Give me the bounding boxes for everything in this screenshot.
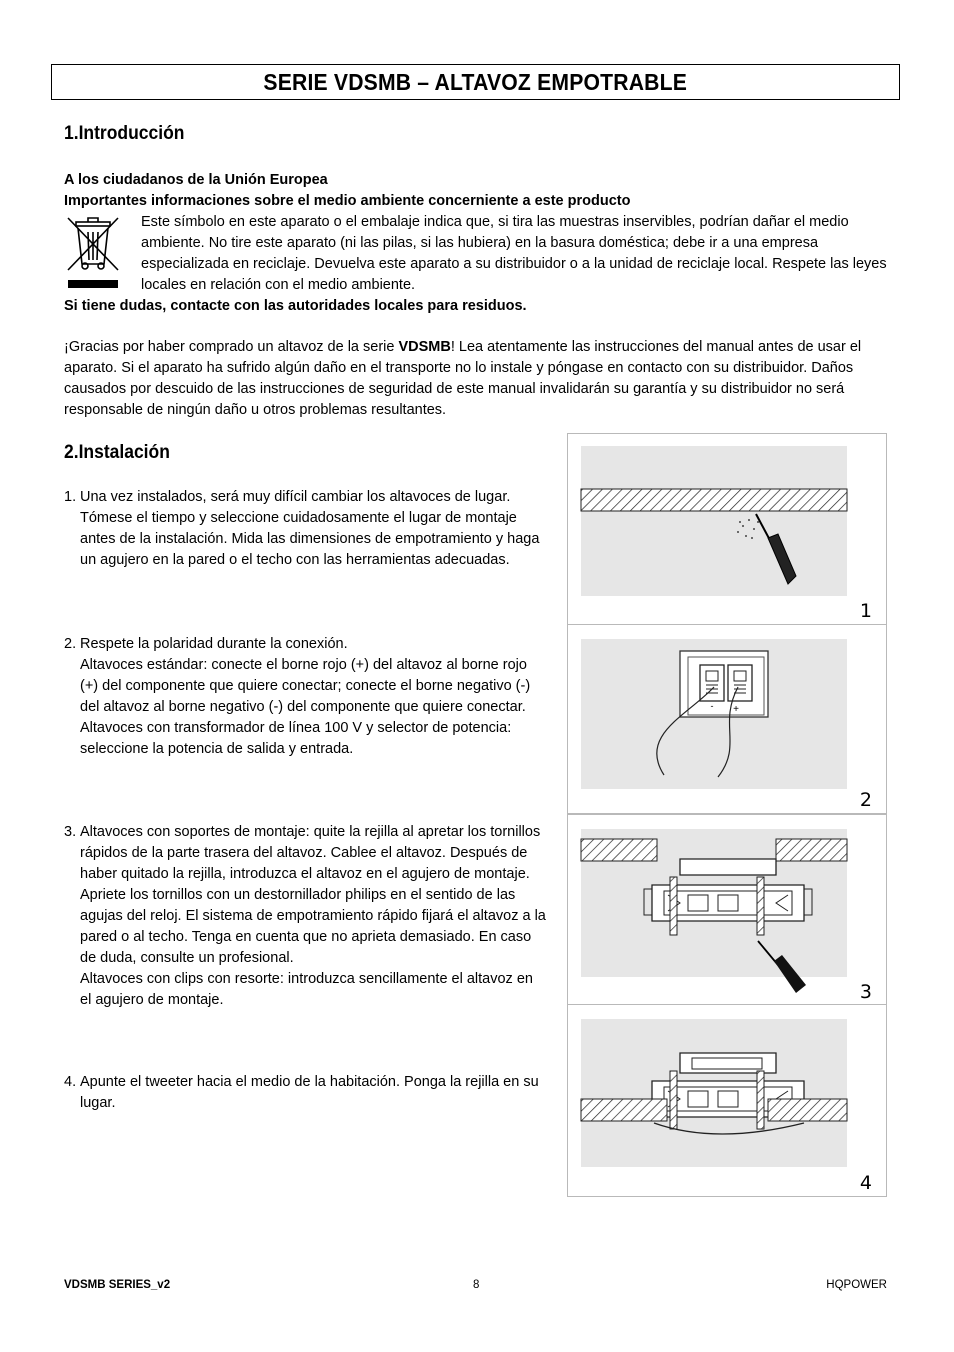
minus-sign: - bbox=[710, 701, 714, 711]
thanks-brand: VDSMB bbox=[398, 339, 451, 355]
figure-1 bbox=[567, 433, 887, 625]
footer-right: HQPOWER bbox=[826, 1279, 887, 1291]
figure-4-illustration bbox=[568, 1005, 888, 1198]
weee-text: Este símbolo en este aparato o el embalaje indica que, si tira las muestras inservibles, podrían dañar el medio ambiente. No tire este aparato (ni las pilas, si las hubiera) en la basura doméstica; debe ir a una empresa especializada en reciclaje. Devuelva este aparato a su distribuidor o a la unidad de reciclaje local. Respete las leyes locales en relación con el medio ambiente. bbox=[141, 214, 887, 293]
thanks-post: ! Lea atentamente las instrucciones del manual antes de usar el aparato. Si el aparato ha sufrido algún daño en el transporte no lo instale y póngase en contacto con su distribuidor. Daños causados por descuido de las instrucciones de seguridad de este manual invalidarán su garantía y su distribuidor no será responsable de ningún daño u otros problemas resultantes. bbox=[64, 339, 862, 418]
step-3-text-2: Altavoces con clips con resorte: introduzca sencillamente el altavoz en el agujero de montaje. bbox=[80, 971, 533, 1008]
plus-sign: + bbox=[733, 704, 739, 715]
eu-line-2: Importantes informaciones sobre el medio ambiente concerniente a este producto bbox=[64, 193, 631, 209]
step-4 bbox=[64, 1072, 546, 1114]
step-2-text: Respete la polaridad durante la conexión. bbox=[80, 636, 348, 652]
step-3-number: 3. bbox=[64, 824, 77, 840]
figure-1-label: 1 bbox=[859, 600, 872, 622]
step-3-text: Altavoces con soportes de montaje: quite la rejilla al apretar los tornillos rápidos de la parte trasera del altavoz. Cablee el altavoz. Después de haber quitado la rejilla, introduzca el altavoz en el agujero de montaje. Apriete los tornillos con un destornillador philips en el sentido de las agujas del reloj. El sistema de empotramiento rápido fijará el altavoz a la pared o al techo. Tenga en cuenta que no aprieta demasiado. En caso de duda, consulte un profesional. bbox=[80, 824, 546, 966]
step-1-text: Una vez instalados, será muy difícil cambiar los altavoces de lugar. Tómese el tiempo y seleccione cuidadosamente el lugar de montaje antes de la instalación. Mida las dimensiones de empotramiento y haga un agujero en la pared o el techo con las herramientas adecuadas. bbox=[80, 489, 540, 568]
figure-1-illustration bbox=[568, 434, 888, 626]
figure-2-illustration bbox=[568, 625, 888, 815]
title-box bbox=[51, 64, 900, 100]
figure-3-label: 3 bbox=[859, 981, 872, 1003]
eu-line-1: A los ciudadanos de la Unión Europea bbox=[64, 172, 328, 188]
weee-bin-icon bbox=[64, 214, 122, 292]
figure-2 bbox=[567, 624, 887, 814]
intro-heading: 1.Introducción bbox=[64, 123, 185, 144]
thanks-paragraph bbox=[64, 337, 890, 421]
step-4-text: Apunte el tweeter hacia el medio de la habitación. Ponga la rejilla en su lugar. bbox=[80, 1074, 539, 1111]
step-2-text-3: Altavoces con transformador de línea 100 V y selector de potencia: seleccione la potencia de salida y entrada. bbox=[80, 720, 512, 757]
weee-note: Si tiene dudas, contacte con las autoridades locales para residuos. bbox=[64, 298, 527, 314]
install-heading: 2.Instalación bbox=[64, 442, 170, 463]
thanks-pre: ¡Gracias por haber comprado un altavoz de la serie bbox=[64, 339, 399, 355]
figure-2-label: 2 bbox=[859, 789, 872, 811]
footer-left: VDSMB SERIES_v2 bbox=[64, 1279, 171, 1291]
step-2-number: 2. bbox=[64, 636, 77, 652]
figure-3 bbox=[567, 814, 887, 1006]
step-1 bbox=[64, 487, 546, 571]
step-4-number: 4. bbox=[64, 1074, 77, 1090]
step-2-text-2: Altavoces estándar: conecte el borne rojo (+) del altavoz al borne rojo (+) del componente que quiere conectar; conecte el borne negativo (-) del altavoz al borne negativo (-) del componente que quiere conectar. bbox=[80, 657, 531, 715]
figure-4 bbox=[567, 1004, 887, 1197]
page-title: SERIE VDSMB – ALTAVOZ EMPOTRABLE bbox=[263, 68, 688, 95]
figure-3-illustration bbox=[568, 815, 888, 1007]
figure-4-label: 4 bbox=[859, 1172, 872, 1194]
step-1-number: 1. bbox=[64, 489, 77, 505]
step-2 bbox=[64, 634, 546, 760]
step-3 bbox=[64, 822, 546, 1011]
footer-page-number: 8 bbox=[473, 1279, 480, 1291]
